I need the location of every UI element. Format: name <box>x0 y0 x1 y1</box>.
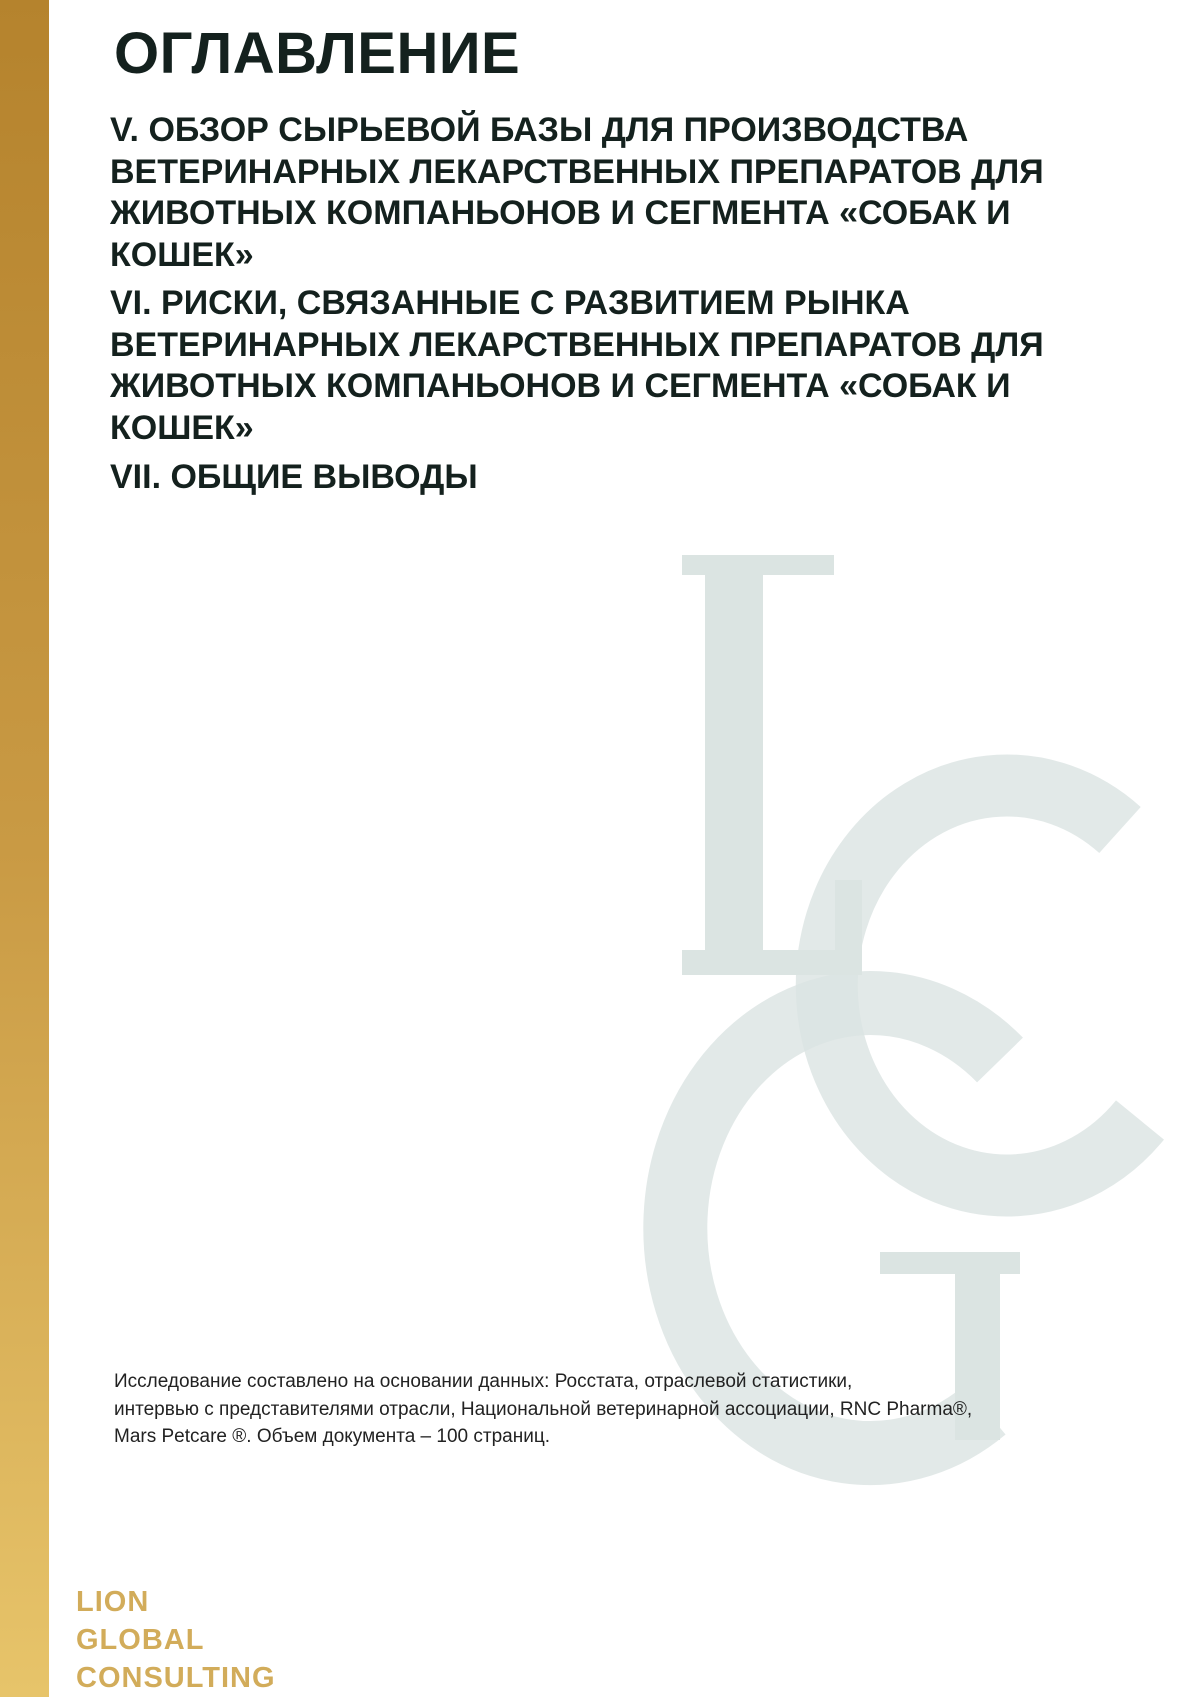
note-line: Mars Petcare ®. Объем документа – 100 страниц. <box>114 1426 550 1447</box>
logo-line: CONSULTING <box>76 1662 276 1694</box>
toc-item-vii: VII. ОБЩИЕ ВЫВОДЫ <box>110 458 478 496</box>
company-logo <box>76 1583 276 1697</box>
sources-note <box>114 1368 1164 1451</box>
toc-item-vi: VI. РИСКИ, СВЯЗАННЫЕ С РАЗВИТИЕМ РЫНКА ВЕТЕРИНАРНЫХ ЛЕКАРСТВЕННЫХ ПРЕПАРАТОВ ДЛЯ ЖИВОТНЫХ КОМПАНЬОНОВ И СЕГМЕНТА «СОБАК И КОШЕК» <box>110 284 1044 447</box>
note-line: Исследование составлено на основании данных: Росстата, отраслевой статистики, <box>114 1371 853 1392</box>
logo-line: GLOBAL <box>76 1624 205 1656</box>
logo-line: LION <box>76 1586 150 1618</box>
page-title: ОГЛАВЛЕНИЕ <box>114 21 521 86</box>
toc-item-v: V. ОБЗОР СЫРЬЕВОЙ БАЗЫ ДЛЯ ПРОИЗВОДСТВА ВЕТЕРИНАРНЫХ ЛЕКАРСТВЕННЫХ ПРЕПАРАТОВ ДЛЯ ЖИВОТНЫХ КОМПАНЬОНОВ И СЕГМЕНТА «СОБАК И КОШЕК» <box>110 111 1044 274</box>
table-of-contents <box>110 110 1130 506</box>
note-line: интервью с представителями отрасли, Национальной ветеринарной ассоциации, RNC Pharma®, <box>114 1398 973 1420</box>
